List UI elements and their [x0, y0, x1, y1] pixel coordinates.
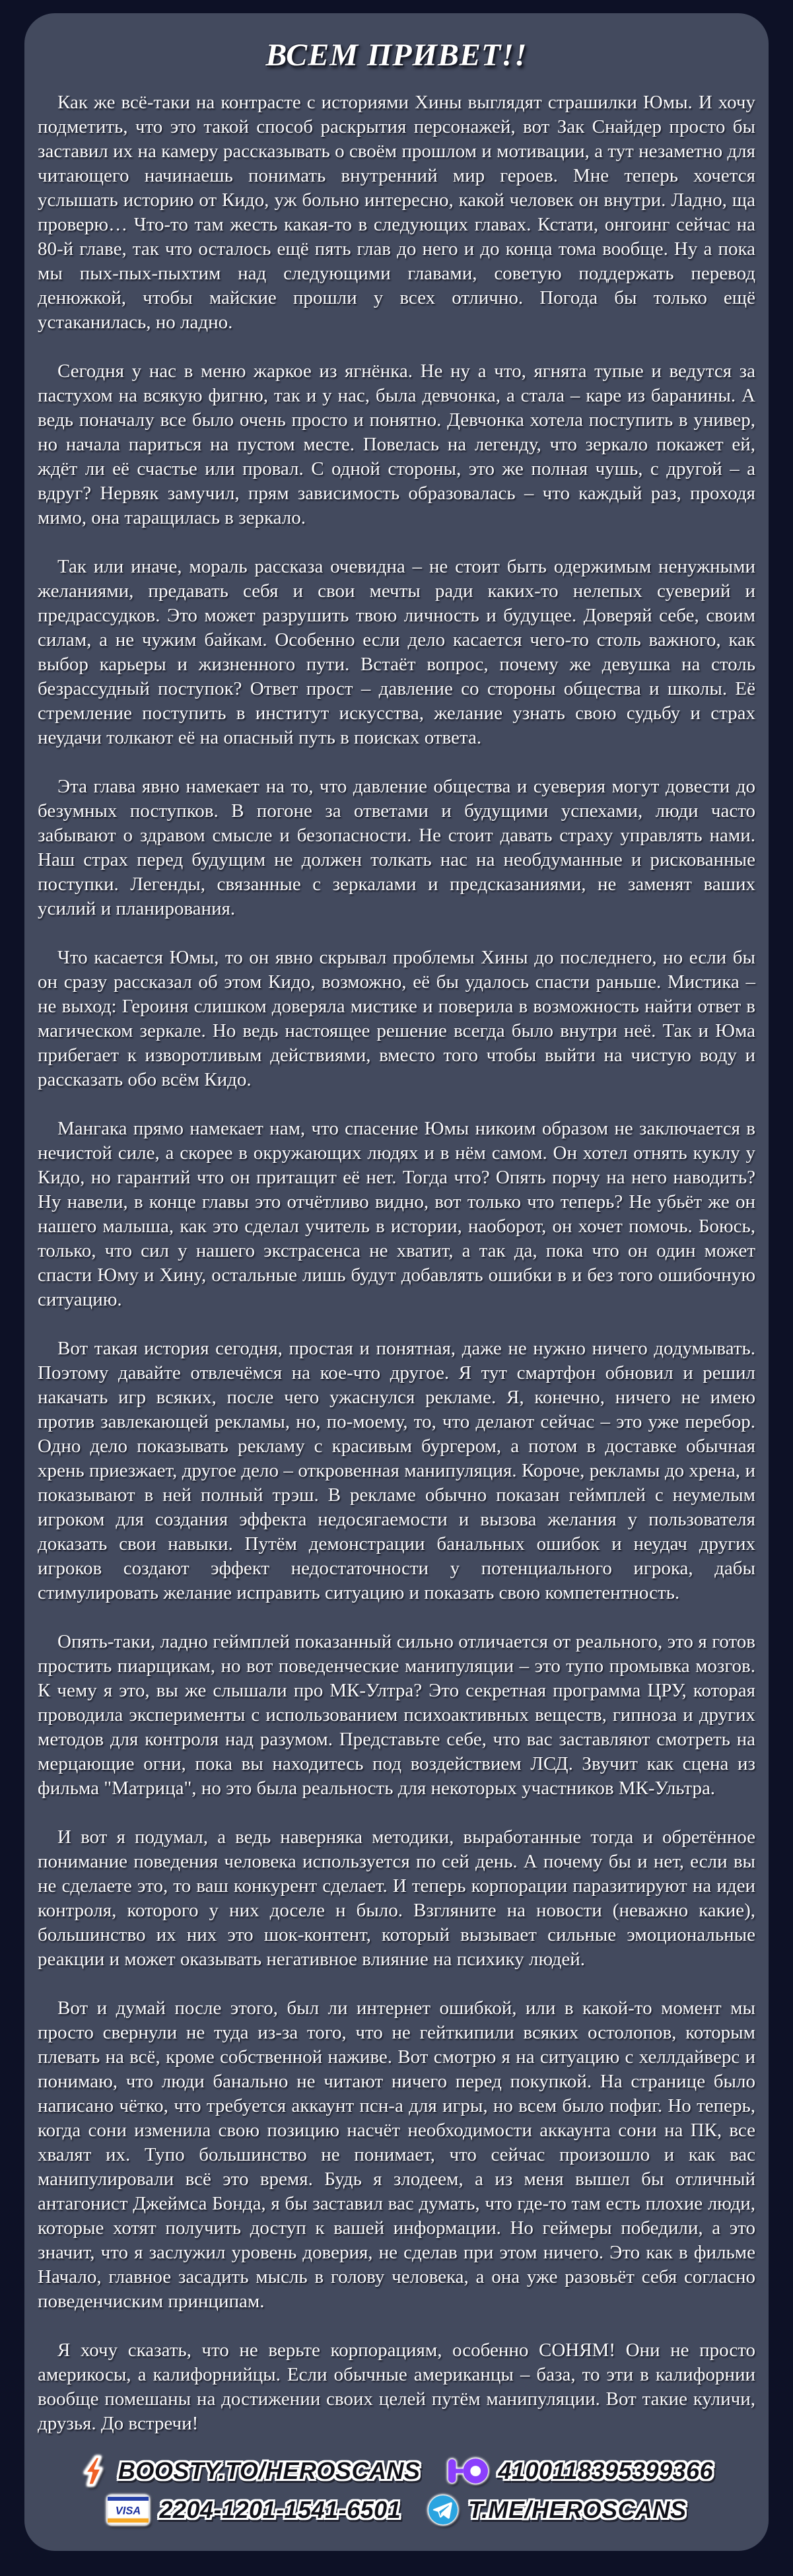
visa-card-icon: [106, 2495, 150, 2525]
paragraph-11: Я хочу сказать, что не верьте корпорациям, особенно СОНЯМ! Они не просто америкосы, а калифорнийцы. Если обычные американцы – база, то эти в калифорнии вообще помешаны на достижении своих целей путём манипуляции. Вот такие куличи, друзья. До встречи!: [38, 2340, 755, 2434]
boosty-icon: [80, 2454, 109, 2488]
translator-note-card: [24, 13, 769, 2551]
visa-label: VISA: [116, 2505, 141, 2517]
paragraph-10: Вот и думай после этого, был ли интернет ошибкой, или в какой-то момент мы просто свернули не туда из-за того, что не гейткипили всяких остолопов, которым плевать на всё, кроме собственной наживе. Вот смотрю я на ситуацию с хеллдайверс и понимаю, что люди банально не читают ничего перед покупкой. На странице было написано чётко, что требуется аккаунт псн-а для игры, но всем было пофиг. Но теперь, когда сони изменила свою позицию насчёт необходимости аккаунта сони на ПК, все хвалят их. Тупо большинство не понимает, что сейчас произошло и как вас манипулировали всё это время. Будь я злодеем, а из меня вышел бы отличный антагонист Джеймса Бонда, я бы заставил вас думать, что где-то там есть плохие люди, которые хотят получить доступ к вашей информации. Но геймеры победили, а это значит, что я заслужил уровень доверия, не сделав при этом ничего. Это как в фильме Начало, главное засадить мысль в голову человека, а она уже разовьёт себя согласно поведенчиским принципам.: [38, 1998, 755, 2312]
yoomoney-number: 4100118395399366: [498, 2457, 714, 2484]
paragraph-2: Сегодня у нас в меню жаркое из ягнёнка. Не ну а что, ягнята тупые и ведутся за пастухом на всякую фигню, так и у нас, была девчонка, а стала – каре из баранины. А ведь поначалу все было очень просто и понятно. Девчонка хотела поступить в универ, но начала париться на пустом месте. Повелась на легенду, что зеркало покажет ей, ждёт ли её счастье или провал. С одной стороны, это же полная чушь, с другой – а вдруг? Нервяк замучил, прям зависимость образовалась – что каждый раз, проходя мимо, она таращилась в зеркало.: [38, 361, 755, 528]
bank-card: [106, 2495, 401, 2525]
telegram-icon: [427, 2494, 459, 2526]
paragraph-1: Как же всё-таки на контрасте с историями Хины выглядят страшилки Юмы. И хочу подметить, что это такой способ раскрытия персонажей, вот Зак Снайдер просто бы заставил их на камеру рассказывать о своём прошлом и мотивации, а тут незаметно для читающего начинаешь понимать внутренний мир героев. Мне теперь хочется услышать историю от Кидо, уж больно интересно, какой человек он внутри. Ладно, ща проверю… Что-то там жесть какая-то в следующих главах. Кстати, онгоинг сейчас на 80-й главе, так что осталось ещё пять глав до него и до конца тома вообще. Ну а пока мы пых-пых-пыхтим над следующими главами, советую поддержать перевод денюжкой, чтобы майские прошли у всех отлично. Погода бы только ещё устаканилась, но ладно.: [38, 92, 755, 333]
boosty-link[interactable]: [80, 2454, 421, 2488]
telegram-link[interactable]: [427, 2494, 686, 2526]
paragraph-7: Вот такая история сегодня, простая и понятная, даже не нужно ничего додумывать. Поэтому давайте отвлечёмся на кое-что другое. Я тут смартфон обновил и решил накачать игр всяких, после чего ужаснулся рекламе. Я, конечно, ничего не имею против завлекающей рекламы, но, по-моему, то, что делают сейчас – это уже перебор. Одно дело показывать рекламу с красивым бургером, а потом в доставке обычная хрень приезжает, другое дело – откровенная манипуляция. Короче, рекламы до хрена, и показывают в ней полный трэш. В рекламе обычно показан геймплей с неумелым игроком для создания эффекта недосягаемости и вызова желания у пользователя доказать свои навыки. Путём демонстрации банальных ошибок и неудач других игроков создают эффект недостаточности у потенциального игрока, дабы стимулировать желание исправить ситуацию и показать свою компетентность.: [38, 1338, 755, 1603]
paragraph-8: Опять-таки, ладно геймплей показанный сильно отличается от реального, это я готов простить пиарщикам, но вот поведенческие манипуляции – это тупо промывка мозгов. К чему я это, вы же слышали про МК-Ултра? Это секретная программа ЦРУ, которая проводила эксперименты с использованием психоактивных веществ, гипноза и других методов для контроля над разумом. Представьте себе, что вас заставляют смотреть на мерцающие огни, пока вы находитесь под воздействием ЛСД. Звучит как сцена из фильма "Матрица", но это была реальность для некоторых участников МК-Ультра.: [38, 1631, 755, 1799]
paragraph-6: Мангака прямо намекает нам, что спасение Юмы никоим образом не заключается в нечистой силе, а скорее в окружающих людях и в нём самом. Он хотел отнять куклу у Кидо, но гарантий что он притащит её нет. Тогда что? Опять порчу на него наводить? Ну навели, в конце главы это отчётливо видно, вот только что теперь? Не убьёт же он нашего малыша, как это сделал учитель в истории, наоборот, он хочет помочь. Боюсь, только, что сил у нашего экстрасенса не хватит, а так да, пока что он один может спасти Юму и Хину, остальные лишь будут добавлять ошибки в и без того ошибочную ситуацию.: [38, 1118, 755, 1310]
card-number: 2204-1201-1541-6501: [159, 2496, 401, 2523]
telegram-url: T.ME/HEROSCANS: [468, 2496, 687, 2523]
support-links: [38, 2454, 755, 2528]
paragraph-5: Что касается Юмы, то он явно скрывал проблемы Хины до последнего, но если бы он сразу рассказал об этом Кидо, возможно, её бы удалось спасти раньше. Мистика – не выход: Героиня слишком доверяла мистике и поверила в возможность найти ответ в магическом зеркале. Но ведь настоящее решение всегда было внутри неё. Так и Юма прибегает к изворотливым действиями, вместо того чтобы выйти на чистую воду и рассказать обо всём Кидо.: [38, 947, 755, 1090]
support-links-row-2: [106, 2494, 686, 2526]
paragraph-3: Так или иначе, мораль рассказа очевидна – не стоит быть одержимым ненужными желаниями, предавать себя и свои мечты ради каких-то нелепых суеверий и предрассудков. Это может разрушить твою личность и будущее. Доверяй себе, своим силам, а не чужим байкам. Особенно если дело касается чего-то столь важного, как выбор карьеры и жизненного пути. Встаёт вопрос, почему же девушка на столь безрассудный поступок? Ответ прост – давление со стороны общества и школы. Её стремление поступить в институт искусства, желание узнать свою судьбу и страх неудачи толкают её на опасный путь в поисках ответа.: [38, 556, 755, 748]
yoomoney-icon: [446, 2456, 489, 2486]
page-title: ВСЕМ ПРИВЕТ!!: [265, 38, 528, 73]
paragraph-9: И вот я подумал, а ведь наверняка методики, выработанные тогда и обретённое понимание поведения человека используется по сей день. А почему бы и нет, если вы не сделаете это, то ваш конкурент сделает. И теперь корпорации паразитируют на идеи контроля, которого у них доселе н было. Взгляните на новости (неважно какие), большинство их них это шок-контент, который вызывает сильные эмоциональные реакции и может оказывать негативное влияние на психику людей.: [38, 1827, 755, 1970]
paragraph-4: Эта глава явно намекает на то, что давление общества и суеверия могут довести до безумных поступков. В погоне за ответами и будущими успехами, люди часто забывают о здравом смысле и безопасности. Не стоит давать страху управлять нами. Наш страх перед будущим не должен толкать нас на необдуманные и рискованные поступки. Легенды, связанные с зеркалами и предсказаниями, не заменят ваших усилий и планирования.: [38, 776, 755, 919]
boosty-url: BOOSTY.TO/HEROSCANS: [118, 2457, 421, 2484]
yoomoney-wallet: [446, 2456, 713, 2486]
support-links-row-1: [80, 2454, 713, 2488]
